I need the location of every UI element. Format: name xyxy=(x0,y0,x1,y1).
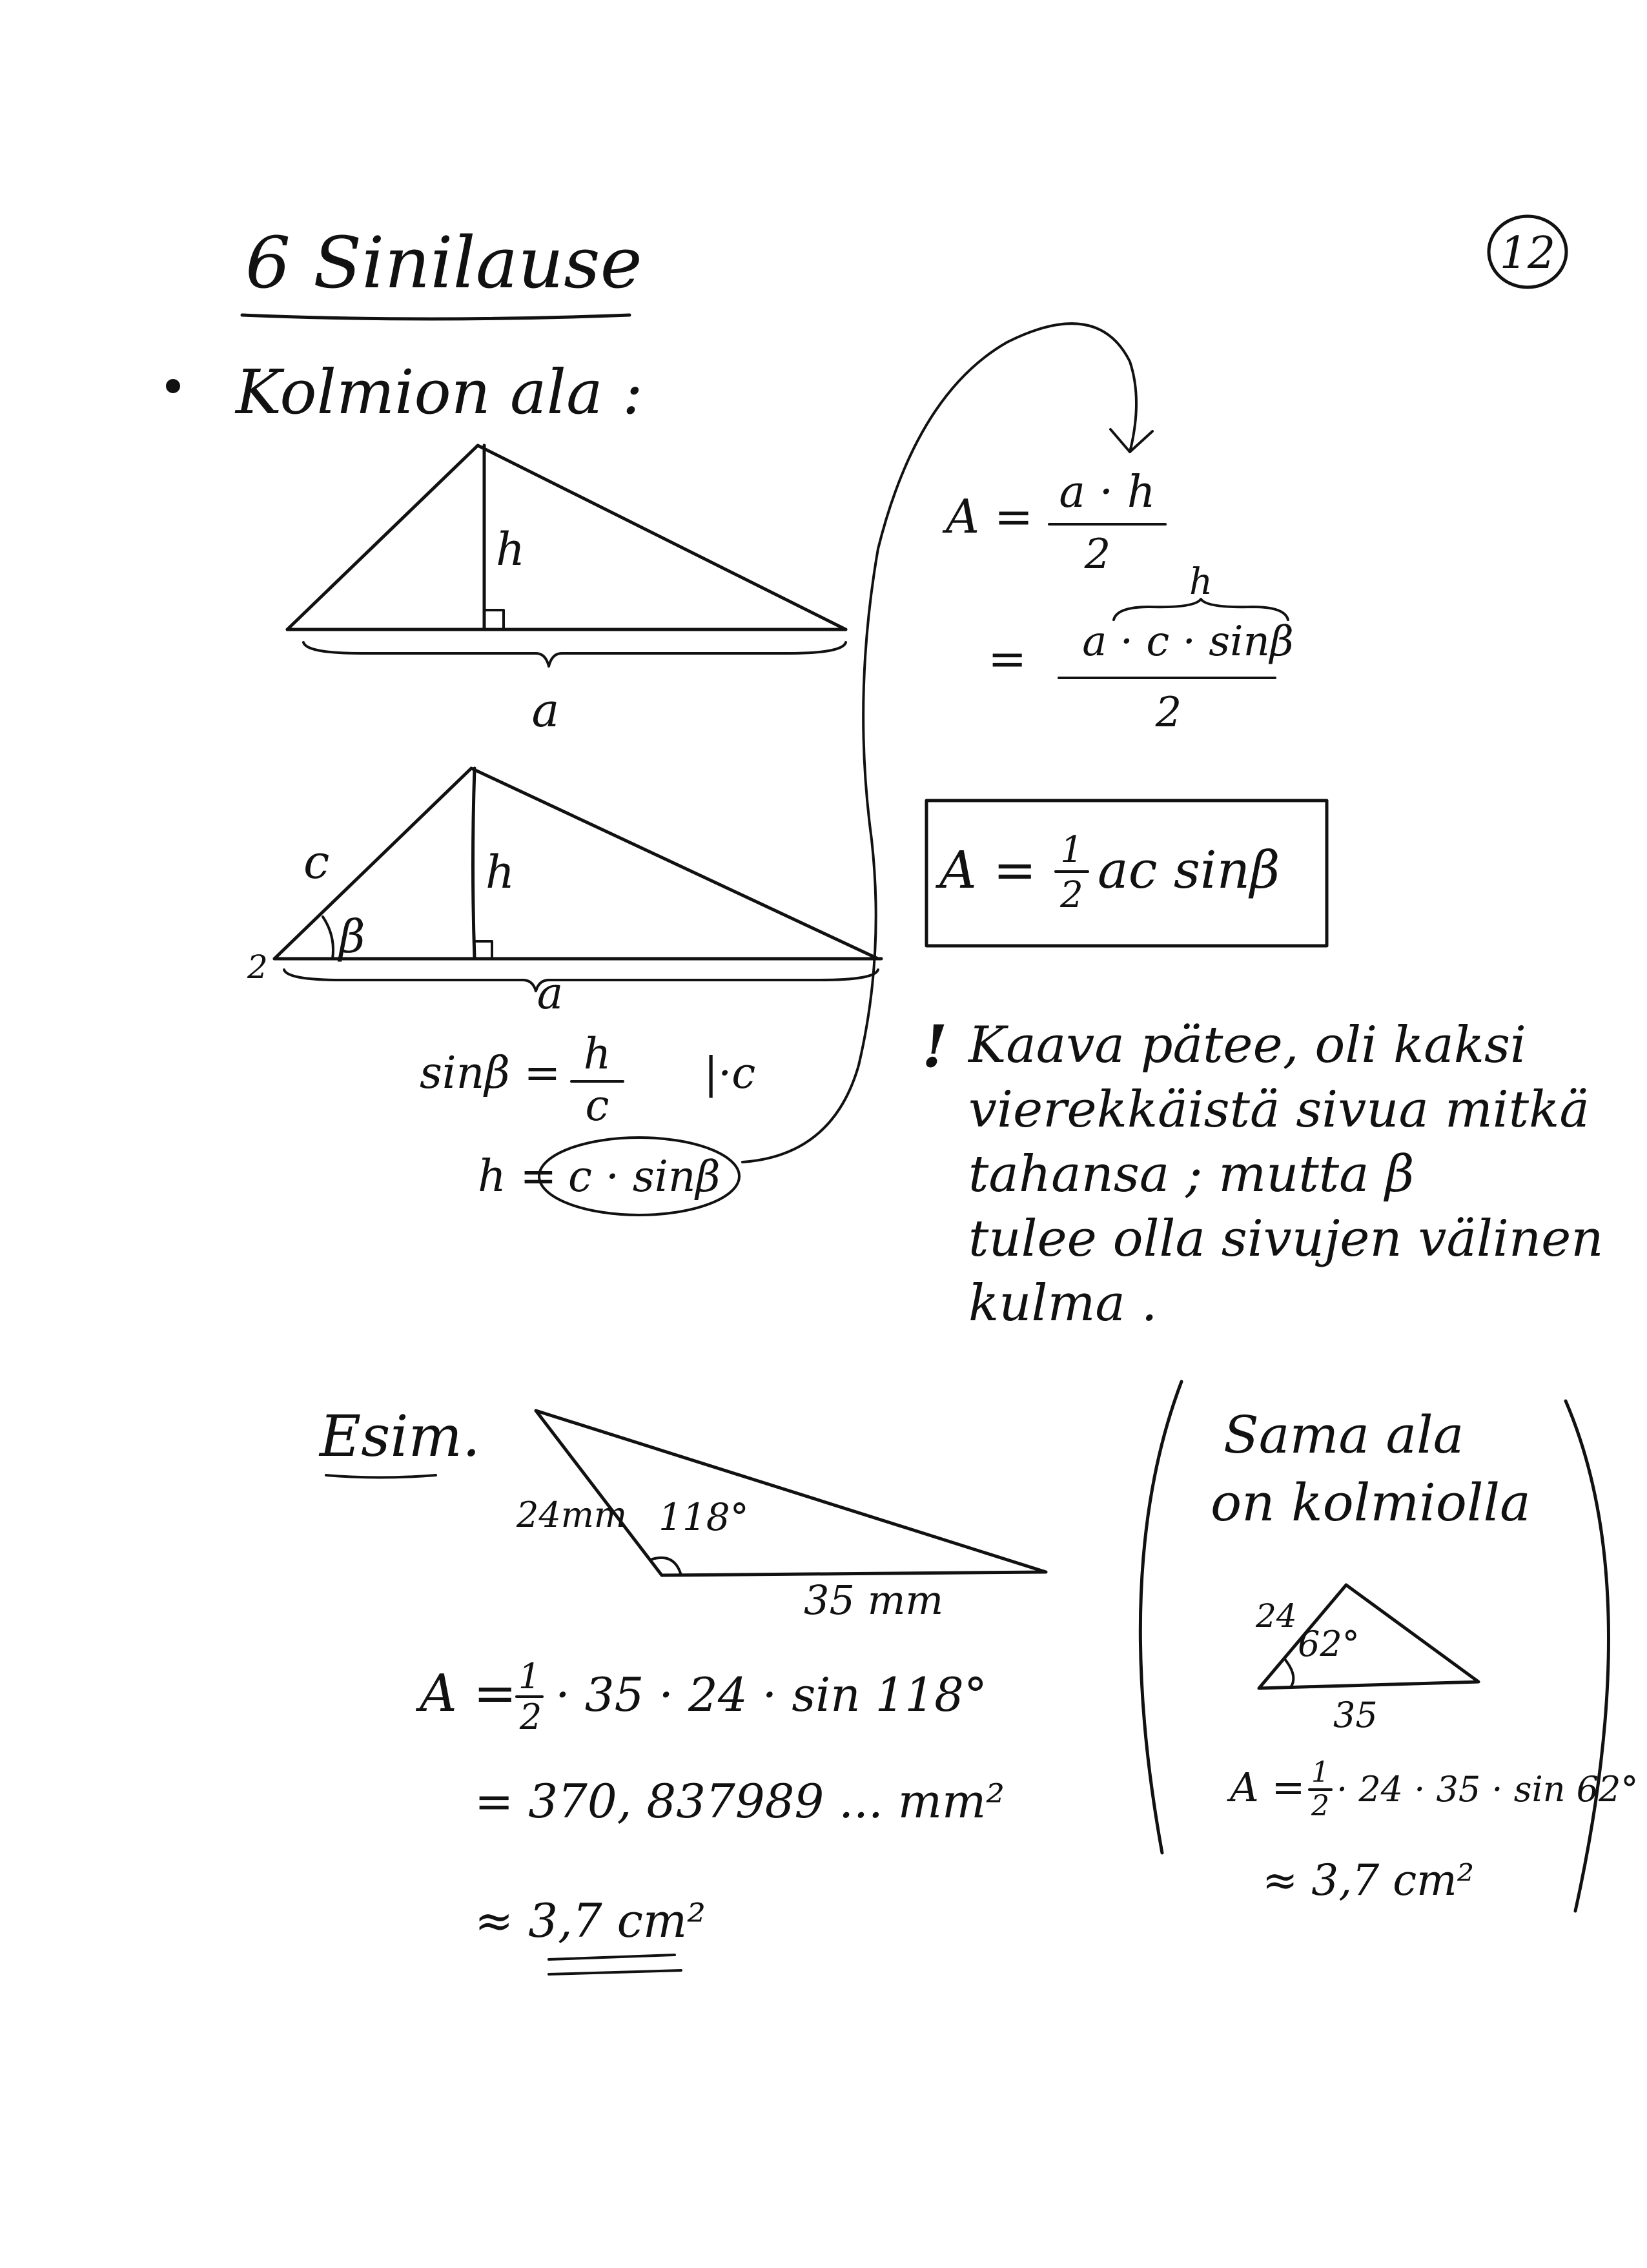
formula-frac-num: 1 xyxy=(1060,829,1083,871)
aside-frac-den: 2 xyxy=(1311,1790,1329,1823)
aside-result: ≈ 3,7 cm² xyxy=(1262,1855,1475,1905)
aside-triangle xyxy=(1255,1585,1478,1735)
formula-rhs: ac sinβ xyxy=(1098,840,1280,900)
example-heading: Esim. xyxy=(320,1403,480,1469)
example-line-1-rhs: · 35 · 24 · sin 118° xyxy=(555,1668,987,1722)
angle-beta-label: β xyxy=(339,910,365,963)
title-underline xyxy=(242,315,629,319)
base-brace xyxy=(303,642,846,666)
aside-formula-rhs: · 24 · 35 · sin 62° xyxy=(1336,1769,1639,1810)
side-c-label: c xyxy=(303,835,330,889)
example-angle: 118° xyxy=(659,1495,749,1539)
note-mark: ! xyxy=(922,1012,948,1081)
vertex-mark: 2 xyxy=(247,948,268,986)
h-equation-rhs: c · sinβ xyxy=(568,1152,721,1201)
aside-frac-num: 1 xyxy=(1311,1756,1329,1789)
height-label: h xyxy=(496,523,526,576)
note-line-4: tulee olla sivujen välinen xyxy=(968,1210,1604,1268)
height-label-2: h xyxy=(486,846,515,899)
aside-right-paren xyxy=(1566,1401,1608,1911)
example-side-1: 24mm xyxy=(517,1495,628,1535)
base-brace-2 xyxy=(284,970,878,991)
aside-angle: 62° xyxy=(1298,1624,1360,1664)
sin-equation-lhs: sinβ = xyxy=(420,1048,561,1099)
note-line-3: tahansa ; mutta β xyxy=(968,1145,1415,1203)
base-label-2: a xyxy=(537,968,564,1019)
aside-formula-lhs: A = xyxy=(1230,1764,1305,1811)
triangle-2-height xyxy=(473,768,475,959)
right-angle-mark-2 xyxy=(475,941,492,959)
bullet-heading: Kolmion ala : xyxy=(236,357,643,428)
triangle-1-sides xyxy=(287,445,846,629)
aside-side-1: 24 xyxy=(1256,1597,1297,1635)
example-line-1-lhs: A = xyxy=(420,1663,517,1723)
example-line-2: = 370, 837989 ... mm² xyxy=(475,1774,1005,1828)
page-title: 6 Sinilause xyxy=(245,221,642,304)
aside-side-2: 35 xyxy=(1333,1695,1378,1735)
triangle-figure-2 xyxy=(247,768,881,1019)
aside-angle-arc xyxy=(1285,1659,1293,1686)
example-frac-num: 1 xyxy=(518,1656,541,1697)
aside-left-paren xyxy=(1140,1382,1182,1853)
derivation-brace-label: h xyxy=(1189,561,1213,603)
h-equation-lhs: h = xyxy=(478,1151,557,1202)
sin-fraction-den: c xyxy=(585,1081,609,1130)
angle-arc xyxy=(323,917,333,959)
bullet-dot xyxy=(166,379,180,393)
example-line-3: ≈ 3,7 cm² xyxy=(475,1894,706,1948)
note-line-2: vierekkäistä sivua mitkä xyxy=(968,1081,1590,1139)
example-triangle xyxy=(516,1411,1046,1624)
sin-fraction-num: h xyxy=(583,1029,611,1079)
formula-lhs: A = xyxy=(939,840,1037,900)
example-side-2: 35 mm xyxy=(804,1577,944,1624)
derivation-den-2: 2 xyxy=(1155,689,1182,737)
note-line-5: kulma . xyxy=(968,1274,1158,1333)
derivation-den-1: 2 xyxy=(1084,531,1111,578)
formula-frac-den: 2 xyxy=(1060,874,1083,916)
derivation-eq: = xyxy=(988,631,1027,686)
example-frac-den: 2 xyxy=(519,1697,542,1737)
example-triangle-shape xyxy=(536,1411,1046,1575)
result-double-underline xyxy=(549,1955,681,1974)
multiply-note: |·c xyxy=(704,1048,756,1098)
aside-line-2: on kolmiolla xyxy=(1211,1473,1531,1533)
page-number: 12 xyxy=(1499,228,1556,279)
right-angle-mark xyxy=(484,610,504,629)
triangle-figure-1 xyxy=(287,445,846,737)
derivation-num-1: a · h xyxy=(1059,467,1156,518)
note-line-1: Kaava pätee, oli kaksi xyxy=(968,1016,1526,1074)
aside-line-1: Sama ala xyxy=(1223,1405,1464,1465)
derivation-lhs: A = xyxy=(946,489,1034,544)
base-label: a xyxy=(531,683,560,737)
derivation-num-2: a · c · sinβ xyxy=(1082,618,1294,666)
example-heading-underline xyxy=(326,1475,436,1478)
